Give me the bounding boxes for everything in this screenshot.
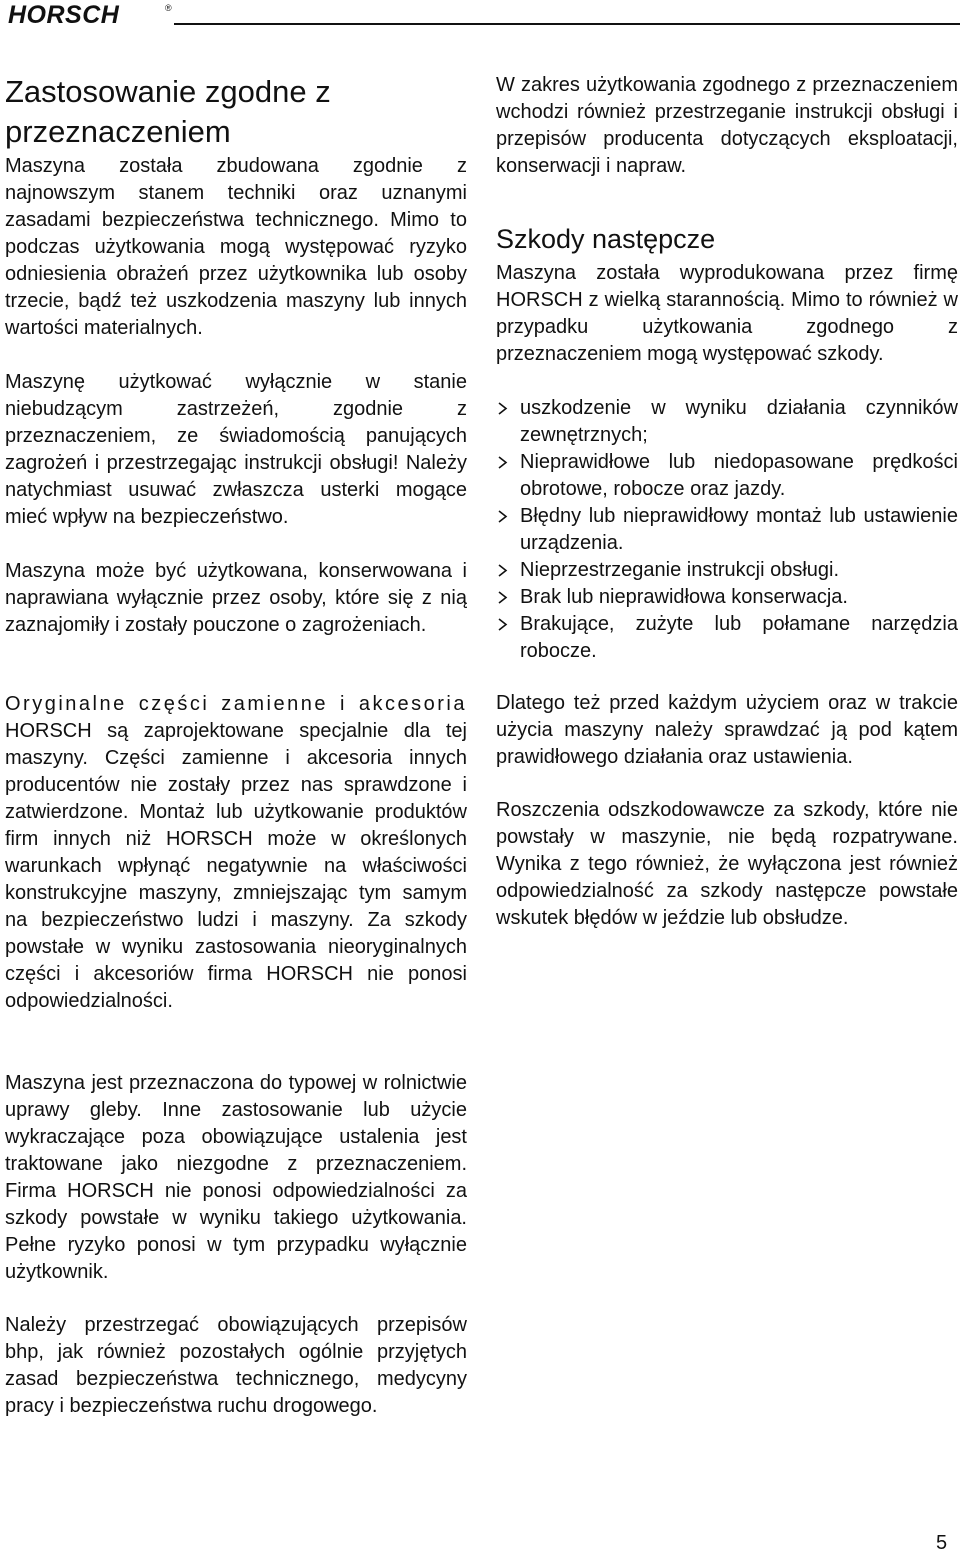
- logo-wordmark: HORSCH: [8, 1, 120, 27]
- paragraph-authorized-persons: Maszyna może być użytkowana, konserwowana i naprawiana wyłącznie przez osoby, które się z nią zaznajomiły i zostały pouczone o zagrożeniach.: [5, 560, 467, 636]
- list-item: [496, 449, 958, 503]
- chevron-right-icon: [496, 611, 510, 638]
- list-item-text: Nieprawidłowe lub niedopasowane prędkości obrotowe, robocze oraz jazdy.: [520, 451, 958, 500]
- paragraph-spare-parts: [5, 691, 467, 1015]
- registered-mark: ®: [165, 3, 172, 13]
- list-item-text: Brak lub nieprawidłowa konserwacja.: [520, 586, 848, 608]
- paragraph-intended-use-scope: W zakres użytkowania zgodnego z przeznaczeniem wchodzi również przestrzeganie instrukcji obsługi i przepisów producenta dotyczących eksploatacji, konserwacji i napraw.: [496, 74, 958, 177]
- spare-parts-lead: Oryginalne części zamienne i akcesoria: [5, 693, 467, 715]
- list-item: [496, 584, 958, 611]
- horsch-logo: [6, 1, 176, 27]
- paragraph-check-before-use: Dlatego też przed każdym użyciem oraz w trakcie użycia maszyny należy sprawdzać ją pod kątem prawidłowego działania oraz ustawienia.: [496, 692, 958, 768]
- list-item: [496, 395, 958, 449]
- chevron-right-icon: [496, 503, 510, 530]
- list-item-text: uszkodzenie w wyniku działania czynników zewnętrznych;: [520, 397, 958, 446]
- header-rule: [174, 23, 960, 25]
- list-item-text: Brakujące, zużyte lub połamane narzędzia robocze.: [520, 613, 958, 662]
- list-item-text: Błędny lub nieprawidłowy montaż lub ustawienie urządzenia.: [520, 505, 958, 554]
- damage-causes-list: [496, 395, 958, 665]
- chevron-right-icon: [496, 557, 510, 584]
- paragraph-agricultural-use: Maszyna jest przeznaczona do typowej w rolnictwie uprawy gleby. Inne zastosowanie lub użycie wykraczające poza obowiązujące ustalenia jest traktowane jako niezgodne z przeznaczeniem. Firma HORSCH nie ponosi odpowiedzialności za szkody powstałe w wyniku takiego użytkowania. Pełne ryzyko ponosi w tym przypadku wyłącznie użytkownik.: [5, 1072, 467, 1283]
- chevron-right-icon: [496, 395, 510, 422]
- paragraph-safety-regulations: Należy przestrzegać obowiązujących przepisów bhp, jak również pozostałych ogólnie przyjętych zasad bezpieczeństwa technicznego, medycyny pracy i bezpieczeństwa ruchu drogowego.: [5, 1314, 467, 1417]
- chevron-right-icon: [496, 449, 510, 476]
- paragraph-machine-construction: Maszyna została zbudowana zgodnie z najnowszym stanem techniki oraz uznanymi zasadami bezpieczeństwa technicznego. Mimo to podczas użytkowania mogą występować ryzyko odniesienia obrażeń przez użytkownika lub osoby trzecie, bądź też uszkodzenia maszyny lub innych wartości materialnych.: [5, 155, 467, 339]
- page-number: 5: [936, 1532, 948, 1554]
- paragraph-damage-lead: Maszyna została wyprodukowana przez firmę HORSCH z wielką starannością. Mimo to również w przypadku użytkowania zgodnego z przeznaczeniem mogą występować szkody.: [496, 262, 958, 365]
- list-item: [496, 611, 958, 665]
- chevron-right-icon: [496, 584, 510, 611]
- paragraph-claims: Roszczenia odszkodowawcze za szkody, które nie powstały w maszynie, nie będą rozpatrywane. Wynika z tego również, że wyłączona jest również odpowiedzialność za szkody następcze powstałe wskutek błędów w jeździe lub obsłudze.: [496, 799, 958, 929]
- spare-parts-body: HORSCH są zaprojektowane specjalnie dla tej maszyny. Części zamienne i akcesoria innych producentów nie zostały przez nas sprawdzone i zatwierdzone. Montaż lub użytkowanie produktów firm innych niż HORSCH może w określonych warunkach wpłynąć negatywnie na właściwości konstrukcyjne maszyny, zmniejszając tym samym na bezpieczeństwo ludzi i maszyny. Za szkody powstałe w wyniku zastosowania nieoryginalnych części i akcesoriów firma HORSCH nie ponosi odpowiedzialności.: [5, 720, 467, 1012]
- list-item: [496, 503, 958, 557]
- list-item-text: Nieprzestrzeganie instrukcji obsługi.: [520, 559, 840, 581]
- page-header: [0, 0, 960, 30]
- section-title-consequential-damage: Szkody następcze: [496, 224, 716, 254]
- list-item: [496, 557, 958, 584]
- section-title-intended-use: Zastosowanie zgodne z przeznaczeniem: [5, 74, 331, 149]
- paragraph-use-conditions: Maszynę użytkować wyłącznie w stanie niebudzącym zastrzeżeń, zgodnie z przeznaczeniem, ze świadomością panujących zagrożeń i przestrzegając instrukcji obsługi! Należy natychmiast usuwać zwłaszcza usterki mogące mieć wpływ na bezpieczeństwo.: [5, 371, 467, 528]
